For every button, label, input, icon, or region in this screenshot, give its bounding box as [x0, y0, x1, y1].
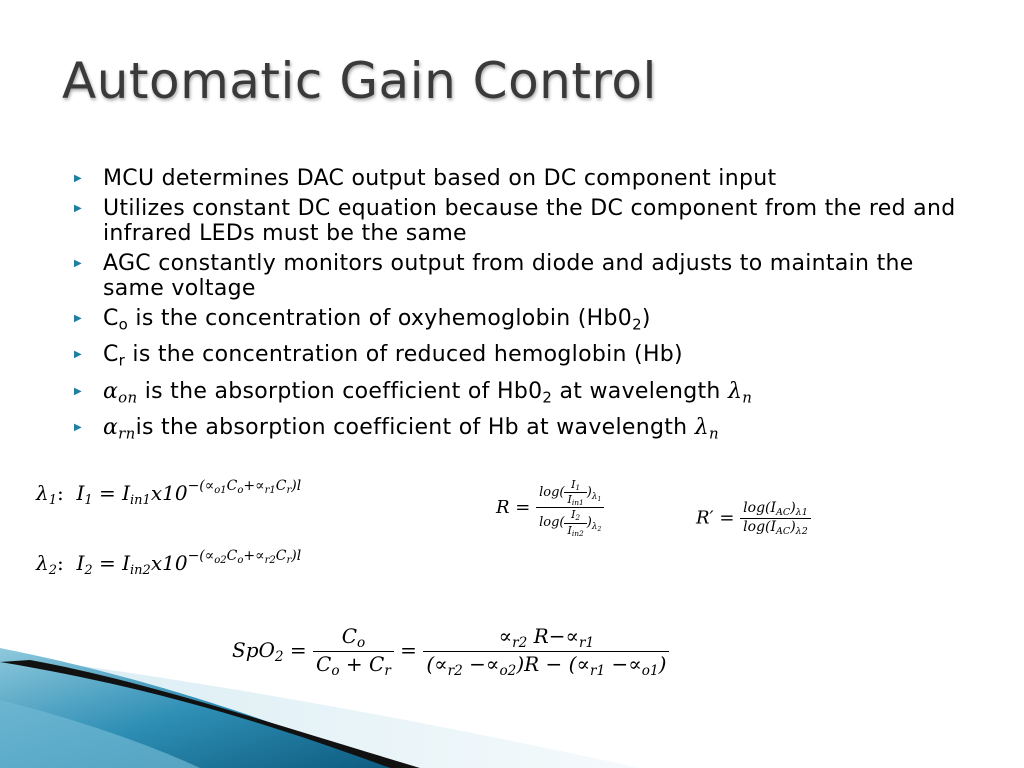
bullet-item: ▶ MCU determines DAC output based on DC component input: [74, 166, 777, 191]
bullet-item: ▶ $\alpha_{on}$ is the absorption coefficient of $Hb0_2$ at wavelength $\lambda_n$: [74, 378, 753, 407]
triangle-right-icon: ▶: [74, 422, 82, 434]
equation-spo2: SpO$_2$ = $\frac{C_o}{C_o + C_r}$ = $\frac{\propto_{r2} R-\propto_{r1}}{(\propto_{r2} -\propto_{o2})R - (\propto_{r1} -\propto_{o1})}$: [232, 624, 669, 679]
bullet-item: ▶ $C_r$ is the concentration of reduced hemoglobin (Hb): [74, 342, 683, 370]
triangle-right-icon: ▶: [74, 203, 82, 214]
bullet-list: [72, 166, 962, 452]
bullet-item: ▶ $\alpha_{rn}is$ the absorption coefficient of Hb at wavelength $\lambda_n$: [74, 415, 719, 443]
triangle-right-icon: ▶: [74, 173, 82, 184]
bullet-item: ▶ Utilizes constant DC equation because the DC component from the red and infrared LEDs must be the same: [74, 196, 956, 246]
equation-ratio-r: R = log( $\frac{I_1}{I_{in1}}$ )$_{\lambda_1}$ log( $\frac{I_2}{I_{in2}}$ )$_{\lambda_2}$: [496, 478, 604, 538]
bullet-item: ▶ AGC constantly monitors output from diode and adjusts to maintain the same voltage: [74, 251, 914, 301]
slide-title: Automatic Gain Control: [62, 52, 657, 110]
bullet-item: ▶ $C_o$ is the concentration of oxyhemoglobin $(Hb0_2)$: [74, 306, 651, 334]
equation-lambda1: $\lambda_1$: $I_1 = I_{in1}x10^{-(\propto_{o1}C_o+\propto_{r1}C_r)l}$: [36, 478, 302, 508]
equation-lambda2: $\lambda_2$: $I_2 = I_{in2}x10^{-(\propto_{o2}C_o+\propto_{r2}C_r)l}$: [36, 548, 302, 578]
equation-ratio-r-prime: R′ = $\frac{\log(I_{AC})_{\lambda 1}}{\log(I_{AC})_{\lambda 2}}$: [696, 500, 811, 537]
triangle-right-icon: ▶: [74, 313, 82, 324]
triangle-right-icon: ▶: [74, 349, 82, 361]
triangle-right-icon: ▶: [74, 258, 82, 269]
triangle-right-icon: ▶: [74, 385, 82, 397]
